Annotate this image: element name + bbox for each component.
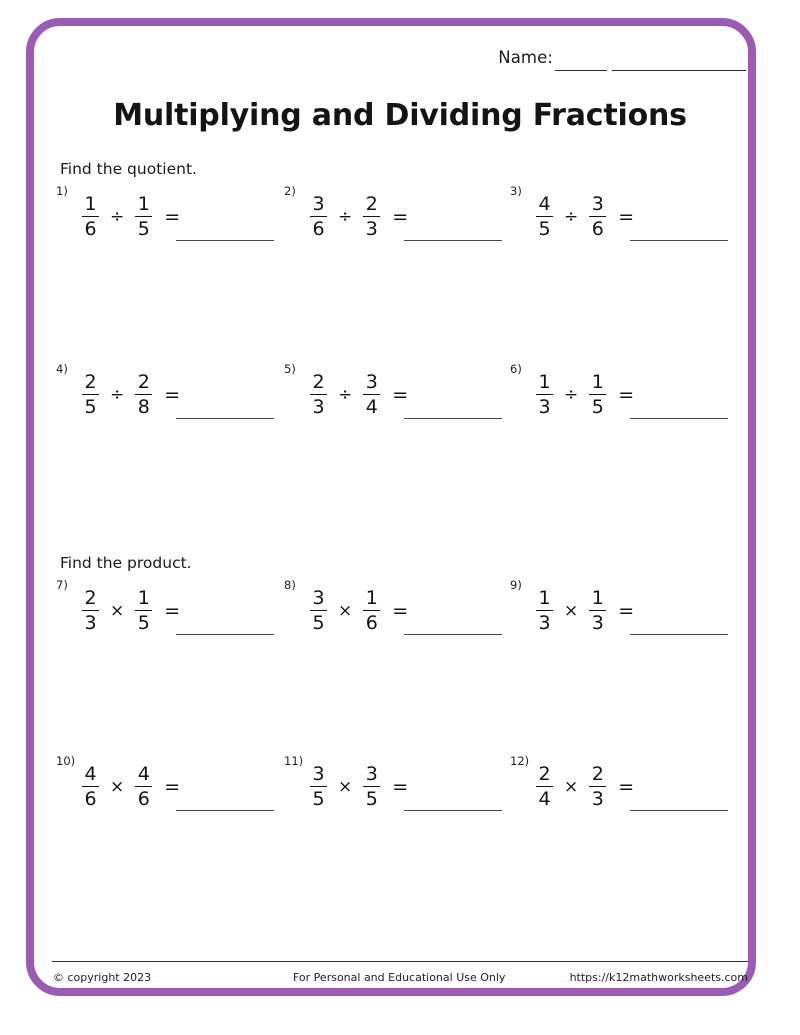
answer-blank[interactable] <box>176 418 274 419</box>
instruction-find-the-product: Find the product. <box>60 554 192 572</box>
numerator: 2 <box>591 763 604 785</box>
problem-2 <box>284 182 520 260</box>
problem-number: 1) <box>56 184 68 198</box>
denominator: 8 <box>137 396 150 418</box>
equals-sign: = <box>164 775 181 798</box>
problem-expression <box>82 584 180 638</box>
equals-sign: = <box>618 383 635 406</box>
equals-sign: = <box>164 599 181 622</box>
answer-blank[interactable] <box>176 240 274 241</box>
problem-number: 8) <box>284 578 296 592</box>
problem-number: 6) <box>510 362 522 376</box>
problem-number: 10) <box>56 754 76 768</box>
denominator: 5 <box>137 218 150 240</box>
denominator: 5 <box>312 612 325 634</box>
problem-9 <box>510 576 746 654</box>
equals-sign: = <box>392 775 409 798</box>
problem-6 <box>510 360 746 438</box>
problem-expression <box>536 190 634 244</box>
problem-expression <box>82 190 180 244</box>
denominator: 3 <box>365 218 378 240</box>
operator-divide-icon: ÷ <box>338 206 353 227</box>
answer-blank[interactable] <box>630 810 728 811</box>
numerator: 4 <box>538 193 551 215</box>
footer-divider <box>52 961 748 962</box>
problem-10 <box>56 752 292 830</box>
denominator: 5 <box>591 396 604 418</box>
operator-multiply-icon: × <box>110 600 125 621</box>
equals-sign: = <box>618 205 635 228</box>
problem-expression <box>310 760 408 814</box>
problem-8 <box>284 576 520 654</box>
denominator: 3 <box>84 612 97 634</box>
answer-blank[interactable] <box>630 240 728 241</box>
fraction-first <box>82 589 99 633</box>
numerator: 3 <box>591 193 604 215</box>
name-write-line-segment-2[interactable] <box>612 70 746 71</box>
answer-blank[interactable] <box>630 418 728 419</box>
equals-sign: = <box>618 775 635 798</box>
denominator: 3 <box>591 788 604 810</box>
equals-sign: = <box>164 383 181 406</box>
denominator: 5 <box>365 788 378 810</box>
fraction-first <box>82 373 99 417</box>
problem-number: 2) <box>284 184 296 198</box>
numerator: 1 <box>137 193 150 215</box>
numerator: 1 <box>538 587 551 609</box>
numerator: 2 <box>365 193 378 215</box>
answer-blank[interactable] <box>404 418 502 419</box>
denominator: 6 <box>365 612 378 634</box>
answer-blank[interactable] <box>404 810 502 811</box>
numerator: 3 <box>365 763 378 785</box>
fraction-second <box>589 195 606 239</box>
fraction-second <box>589 765 606 809</box>
numerator: 4 <box>137 763 150 785</box>
numerator: 1 <box>365 587 378 609</box>
numerator: 3 <box>312 587 325 609</box>
problem-expression <box>82 760 180 814</box>
answer-blank[interactable] <box>176 634 274 635</box>
name-label: Name: <box>498 48 553 67</box>
denominator: 5 <box>137 612 150 634</box>
problem-7 <box>56 576 292 654</box>
problem-number: 3) <box>510 184 522 198</box>
denominator: 3 <box>538 396 551 418</box>
problem-4 <box>56 360 292 438</box>
fraction-first <box>310 373 327 417</box>
problem-number: 7) <box>56 578 68 592</box>
numerator: 4 <box>84 763 97 785</box>
operator-divide-icon: ÷ <box>564 384 579 405</box>
problem-number: 12) <box>510 754 530 768</box>
numerator: 1 <box>591 587 604 609</box>
denominator: 3 <box>591 612 604 634</box>
denominator: 6 <box>84 218 97 240</box>
answer-blank[interactable] <box>176 810 274 811</box>
fraction-first <box>536 589 553 633</box>
name-write-line-segment-1[interactable] <box>555 70 607 71</box>
footer-usage-notice: For Personal and Educational Use Only <box>293 971 506 984</box>
operator-multiply-icon: × <box>564 776 579 797</box>
fraction-first <box>82 195 99 239</box>
instruction-find-the-quotient: Find the quotient. <box>60 160 197 178</box>
problem-number: 4) <box>56 362 68 376</box>
numerator: 2 <box>538 763 551 785</box>
fraction-second <box>363 195 380 239</box>
fraction-second <box>135 765 152 809</box>
denominator: 5 <box>538 218 551 240</box>
numerator: 2 <box>312 371 325 393</box>
numerator: 2 <box>84 371 97 393</box>
denominator: 3 <box>538 612 551 634</box>
operator-multiply-icon: × <box>564 600 579 621</box>
fraction-first <box>310 765 327 809</box>
problem-number: 9) <box>510 578 522 592</box>
fraction-first <box>310 195 327 239</box>
numerator: 3 <box>312 193 325 215</box>
numerator: 1 <box>84 193 97 215</box>
problem-5 <box>284 360 520 438</box>
equals-sign: = <box>164 205 181 228</box>
page-title: Multiplying and Dividing Fractions <box>113 98 687 133</box>
problem-expression <box>310 368 408 422</box>
denominator: 5 <box>84 396 97 418</box>
operator-multiply-icon: × <box>338 600 353 621</box>
operator-multiply-icon: × <box>110 776 125 797</box>
fraction-first <box>536 195 553 239</box>
fraction-first <box>82 765 99 809</box>
numerator: 3 <box>312 763 325 785</box>
fraction-first <box>310 589 327 633</box>
numerator: 2 <box>84 587 97 609</box>
numerator: 3 <box>365 371 378 393</box>
denominator: 4 <box>365 396 378 418</box>
fraction-first <box>536 765 553 809</box>
fraction-second <box>589 373 606 417</box>
problem-expression <box>82 368 180 422</box>
fraction-second <box>589 589 606 633</box>
operator-divide-icon: ÷ <box>338 384 353 405</box>
fraction-second <box>363 765 380 809</box>
fraction-second <box>363 373 380 417</box>
operator-multiply-icon: × <box>338 776 353 797</box>
problem-expression <box>536 760 634 814</box>
denominator: 3 <box>312 396 325 418</box>
problem-11 <box>284 752 520 830</box>
problem-expression <box>310 190 408 244</box>
equals-sign: = <box>392 205 409 228</box>
numerator: 2 <box>137 371 150 393</box>
operator-divide-icon: ÷ <box>110 384 125 405</box>
denominator: 6 <box>84 788 97 810</box>
equals-sign: = <box>392 599 409 622</box>
denominator: 6 <box>137 788 150 810</box>
problem-1 <box>56 182 292 260</box>
numerator: 1 <box>591 371 604 393</box>
numerator: 1 <box>538 371 551 393</box>
problem-3 <box>510 182 746 260</box>
footer-copyright: © copyright 2023 <box>53 971 152 984</box>
equals-sign: = <box>618 599 635 622</box>
fraction-second <box>363 589 380 633</box>
operator-divide-icon: ÷ <box>110 206 125 227</box>
fraction-second <box>135 195 152 239</box>
fraction-second <box>135 373 152 417</box>
problem-expression <box>536 368 634 422</box>
operator-divide-icon: ÷ <box>564 206 579 227</box>
denominator: 6 <box>312 218 325 240</box>
fraction-first <box>536 373 553 417</box>
equals-sign: = <box>392 383 409 406</box>
numerator: 1 <box>137 587 150 609</box>
answer-blank[interactable] <box>630 634 728 635</box>
fraction-second <box>135 589 152 633</box>
answer-blank[interactable] <box>404 240 502 241</box>
denominator: 4 <box>538 788 551 810</box>
footer-url: https://k12mathworksheets.com <box>569 971 748 984</box>
problem-number: 11) <box>284 754 304 768</box>
name-field-row <box>0 44 800 76</box>
problem-expression <box>536 584 634 638</box>
problem-expression <box>310 584 408 638</box>
denominator: 5 <box>312 788 325 810</box>
denominator: 6 <box>591 218 604 240</box>
problem-12 <box>510 752 746 830</box>
problem-number: 5) <box>284 362 296 376</box>
answer-blank[interactable] <box>404 634 502 635</box>
